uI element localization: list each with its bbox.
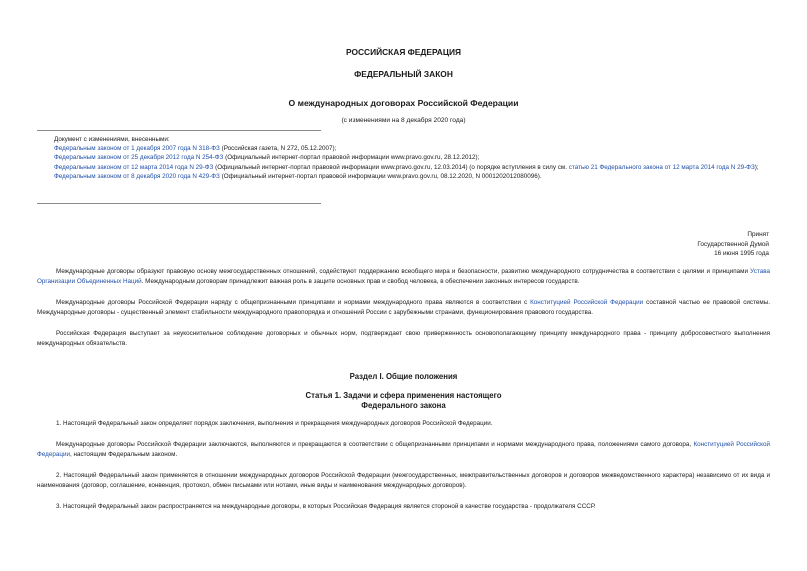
changes-block <box>37 135 772 181</box>
change-item <box>37 172 772 181</box>
change-detail: (Российская газета, N 272, 05.12.2007); <box>219 145 337 153</box>
article-paragraph-3 <box>37 471 770 492</box>
un-charter-link[interactable]: Устава Организации Объединенных Наций <box>37 268 770 286</box>
article-heading-line: Федерального закона <box>361 401 446 410</box>
change-item <box>37 153 772 162</box>
adoption-note <box>697 230 769 259</box>
divider-bottom <box>37 203 321 204</box>
article-paragraph-4 <box>37 502 770 512</box>
change-link-2[interactable]: Федеральным законом от 25 декабря 2012 года N 254-ФЗ <box>54 154 224 162</box>
article-heading-line: Статья 1. Задачи и сфера применения настоящего <box>305 391 502 400</box>
adopted-by: Государственной Думой <box>697 240 769 248</box>
preamble-paragraph-1 <box>37 267 770 288</box>
paragraph-text: 1. Настоящий Федеральный закон определяет порядок заключения, выполнения и прекращения международных договоров Российской Федерации. <box>56 420 493 427</box>
document-title: О международных договорах Российской Федерации <box>288 98 519 108</box>
article-paragraph-1 <box>37 419 770 429</box>
change-detail: ); <box>754 163 759 171</box>
article-paragraph-2 <box>37 440 770 461</box>
constitution-link[interactable]: Конституцией Российской Федерации <box>37 441 770 459</box>
paragraph-text: , настоящим Федеральным законом. <box>69 451 178 459</box>
revision-note: (с изменениями на 8 декабря 2020 года) <box>341 117 466 124</box>
change-item <box>37 144 772 153</box>
paragraph-text: . Международным договорам принадлежит важная роль в защите основных прав и свобод человека, в обеспечении законных интересов государств. <box>141 278 580 286</box>
change-item <box>37 163 772 172</box>
preamble-paragraph-3 <box>37 329 770 350</box>
adopted-line: Принят <box>747 231 769 238</box>
paragraph-text: Российская Федерация выступает за неукоснительное соблюдение договорных и обычных норм, подтверждает свою приверженность основополагающему принципу международного права - принципу добросовестного выполнения международных обязательств. <box>37 330 770 348</box>
paragraph-text: 3. Настоящий Федеральный закон распространяется на международные договоры, в которых Российская Федерация является стороной в качестве государства - продолжателя СССР. <box>56 503 596 510</box>
change-detail: (Официальный интернет-портал правовой информации www.pravo.gov.ru, 28.12.2012); <box>223 154 480 162</box>
law-type-heading: ФЕДЕРАЛЬНЫЙ ЗАКОН <box>354 69 453 79</box>
change-detail: (Официальный интернет-портал правовой информации www.pravo.gov.ru, 08.12.2020, N 0001202012080096). <box>219 172 542 180</box>
paragraph-text: 2. Настоящий Федеральный закон применяется в отношении международных договоров Российской Федерации (межгосударственных, межправительственных договоров и договоров межведомственного характера) независимо от их вида и наименования (договор, соглашение, конвенция, протокол, обмен письмами или нотами, иные виды и наименования международных договоров). <box>37 472 770 490</box>
preamble-paragraph-2 <box>37 298 770 319</box>
change-link-4[interactable]: Федеральным законом от 8 декабря 2020 года N 429-ФЗ <box>54 172 220 180</box>
constitution-link[interactable]: Конституцией Российской Федерации <box>530 299 644 306</box>
changes-label: Документ с изменениями, внесенными: <box>54 136 170 143</box>
change-detail: (Официальный интернет-портал правовой информации www.pravo.gov.ru, 12.03.2014) (о порядке вступления в силу см. <box>213 163 569 171</box>
divider-top <box>37 130 321 131</box>
paragraph-text: составной частью ее правовой системы. Международные договоры - существенный элемент стабильности международного правопорядка и отношений России с зарубежными странами, функционирования правового государства. <box>37 299 770 317</box>
paragraph-text: Международные договоры Российской Федерации наряду с общепризнанными принципами и нормами международного права являются в соответствии с <box>56 299 531 306</box>
article-heading <box>0 391 807 411</box>
article-21-link[interactable]: статью 21 Федерального закона от 12 марта 2014 года N 29-ФЗ <box>568 163 755 171</box>
paragraph-text: Международные договоры Российской Федерации заключаются, выполняются и прекращаются в соответствии с общепризнанными принципами и нормами международного права, положениями самого договора, <box>56 441 694 448</box>
adopted-date: 16 июня 1995 года <box>714 250 769 258</box>
paragraph-text: Международные договоры образуют правовую основу межгосударственных отношений, содействуют поддержанию всеобщего мира и безопасности, развитию международного сотрудничества в соответствии с целями и принципами <box>56 268 751 275</box>
change-link-3[interactable]: Федеральным законом от 12 марта 2014 года N 29-ФЗ <box>54 163 214 171</box>
country-heading: РОССИЙСКАЯ ФЕДЕРАЦИЯ <box>345 47 462 57</box>
change-link-1[interactable]: Федеральным законом от 1 декабря 2007 года N 318-ФЗ <box>54 145 220 153</box>
section-heading: Раздел I. Общие положения <box>349 372 458 381</box>
